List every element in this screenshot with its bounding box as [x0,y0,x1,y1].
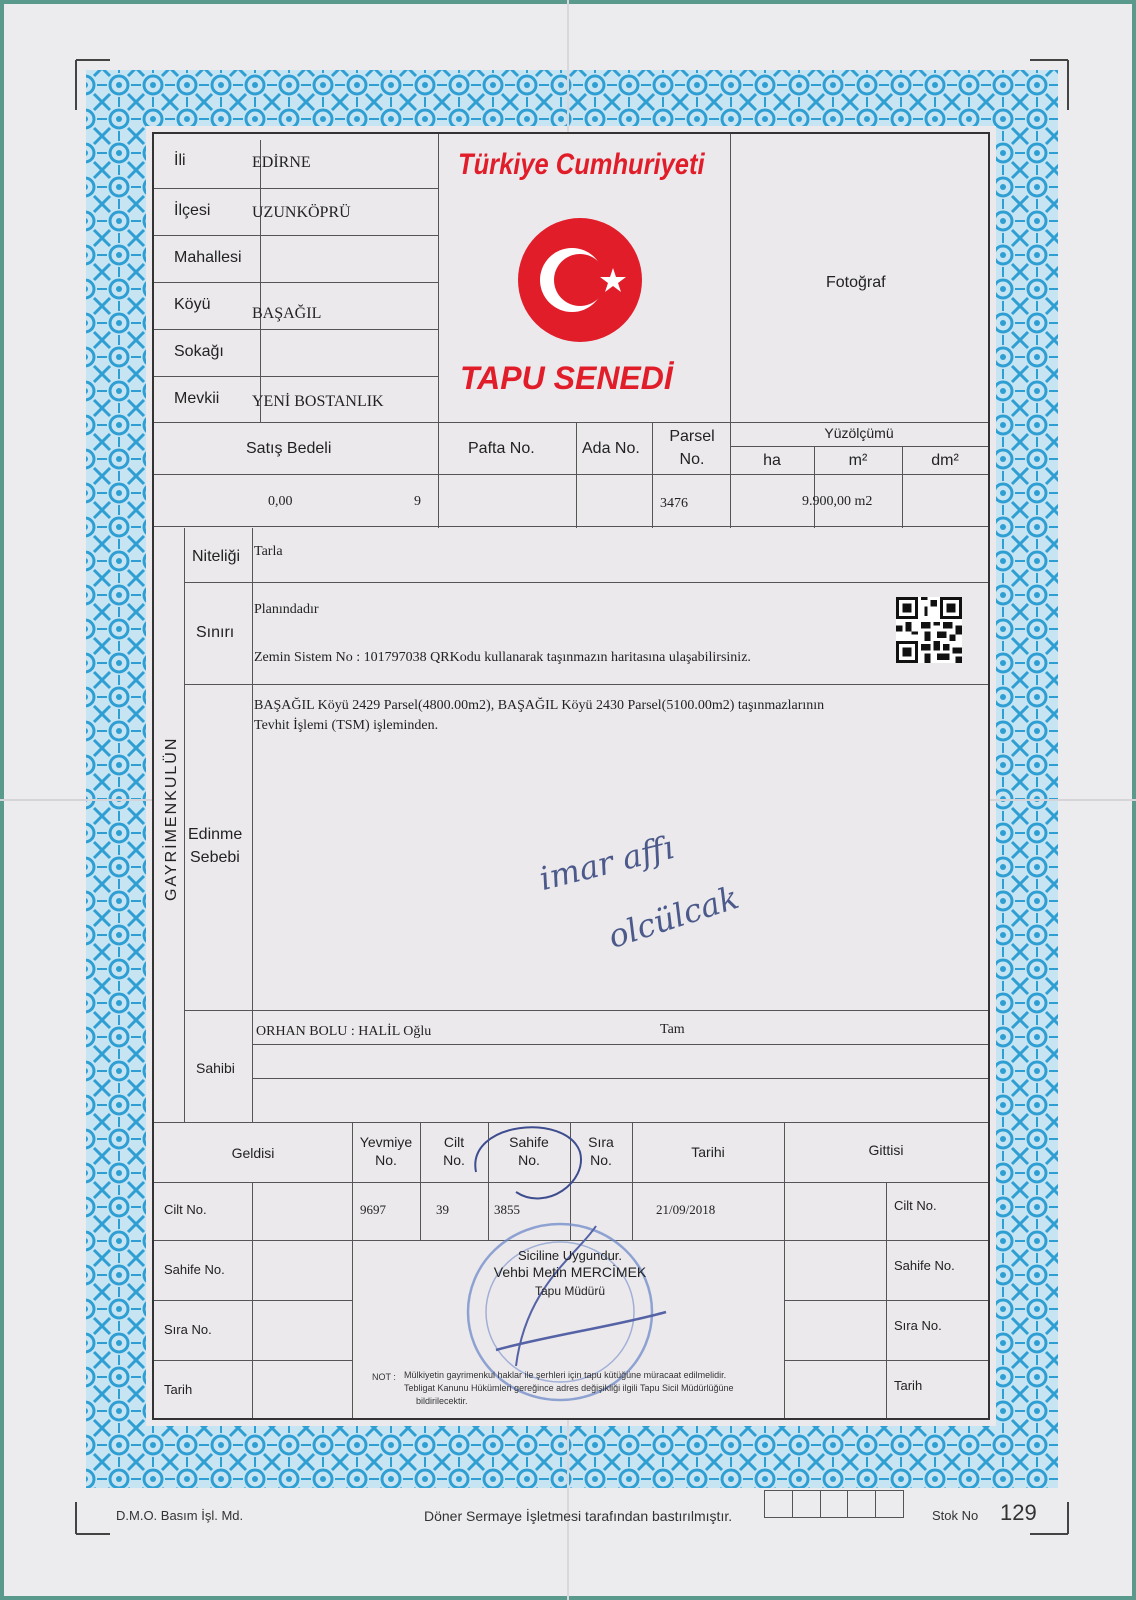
stamp-line-1: Siciline Uygundur. [517,1248,623,1263]
yevmiye-value: 9697 [360,1202,386,1217]
nitelik-label: Niteliği [192,548,241,565]
cilt-label-2: No. [443,1152,465,1168]
edinme-line-2: Tevhit İşlemi (TSM) işleminden. [254,718,439,733]
divider [252,528,253,1122]
ada-label: Ada No. [582,440,640,457]
parsel-label-2: No. [679,451,705,468]
stamp-line-3: Tapu Müdürü [534,1284,606,1298]
sira-label-1: Sıra [588,1134,614,1150]
divider [184,684,988,685]
note-label: NOT : [372,1372,396,1382]
gittisi-label: Gittisi [868,1142,904,1158]
sira-label-2: No. [590,1152,612,1168]
edinme-line-1: BAŞAĞIL Köyü 2429 Parsel(4800.00m2), BAŞAĞIL Köyü 2430 Parsel(5100.00m2) taşınmazlarının [254,698,825,713]
signature-loop [456,1112,596,1222]
divider [184,528,185,1122]
row-sira-right: Sıra No. [894,1318,942,1333]
divider [652,422,653,528]
divider [730,446,988,447]
cilt-label-1: Cilt [443,1134,465,1150]
area-value: 9.900,00 m2 [802,494,873,509]
cilt-value: 39 [436,1202,449,1217]
sahibi-share: Tam [660,1022,685,1037]
zemin-text: Zemin Sistem No : 101797038 QRKodu kullanarak taşınmazın haritasına ulaşabilirsiniz. [254,650,751,665]
ilce-value: UZUNKÖPRÜ [252,204,351,221]
sahife-value: 3855 [494,1202,520,1217]
gayrimenkulun-label: GAYRİMENKULÜN [163,736,180,901]
row-sahife-left: Sahife No. [164,1262,225,1277]
parsel-label-1: Parsel [669,428,715,445]
mevki-label: Mevkii [174,390,220,407]
note-line-2: Tebligat Kanunu Hükümleri gereğince adres değişikliği ilgili Tapu Sicil Müdürlüğüne [404,1383,734,1393]
row-cilt-right: Cilt No. [894,1198,937,1213]
row-cilt-left: Cilt No. [164,1202,207,1217]
divider [784,1300,988,1301]
divider [154,282,438,283]
nitelik-value: Tarla [254,544,283,559]
divider [154,376,438,377]
handwritten-note-1: imar affı [535,827,678,899]
koy-value: BAŞAĞIL [252,305,322,322]
geldisi-label: Geldisi [231,1145,275,1161]
divider [154,1300,352,1301]
m2-label: m² [848,452,868,469]
sinir-value: Planındadır [254,602,319,617]
divider [154,235,438,236]
serial-boxes [764,1490,904,1518]
divider [438,134,439,528]
photo-label: Fotoğraf [826,274,886,291]
edinme-label-2: Sebebi [190,849,240,866]
koy-label: Köyü [174,296,211,313]
yevmiye-label-1: Yevmiye [359,1134,413,1150]
country-title: Türkiye Cumhuriyeti [458,148,705,181]
turkish-flag-emblem [516,216,644,344]
ilce-label: İlçesi [174,202,211,219]
il-value: EDİRNE [252,154,311,171]
row-sira-left: Sıra No. [164,1322,212,1337]
row-tarih-left: Tarih [164,1382,193,1397]
sahibi-label: Sahibi [196,1060,235,1076]
printer-name: D.M.O. Basım İşl. Md. [116,1508,244,1523]
pafta-value: 9 [414,494,421,509]
stok-value: 129 [1000,1500,1037,1525]
stamp-line-2: Vehbi Metin MERCİMEK [493,1264,647,1280]
yuzolcumu-label: Yüzölçümü [824,425,894,441]
pafta-label: Pafta No. [468,440,535,457]
divider [154,526,988,527]
divider [784,1360,988,1361]
sahife-label-2: No. [518,1152,540,1168]
divider [252,1044,988,1045]
note-line-1: Mülkiyetin gayrimenkul haklar ile şerhleri için tapu kütüğüne müracaat edilmelidir. [404,1370,727,1380]
printed-by: Döner Sermaye İşletmesi tarafından bastırılmıştır. [424,1508,733,1524]
tarih-value: 21/09/2018 [656,1202,716,1217]
edinme-label-1: Edinme [188,826,243,843]
divider [154,188,438,189]
note-line-3: bildirilecektir. [416,1396,468,1406]
ha-label: ha [763,452,781,469]
tarih-label: Tarihi [691,1144,725,1160]
row-tarih-right: Tarih [894,1378,923,1393]
divider [184,1010,988,1011]
sahibi-value: ORHAN BOLU : HALİL Oğlu [256,1024,432,1039]
divider [784,1240,988,1241]
dm2-label: dm² [931,452,959,469]
il-label: İli [174,152,186,169]
divider [252,1078,988,1079]
satis-value: 0,00 [268,494,293,509]
divider [154,329,438,330]
divider [154,1360,352,1361]
qr-code-icon [896,596,962,664]
divider [260,140,261,422]
sinir-label: Sınırı [196,624,235,641]
mahalle-label: Mahallesi [174,249,242,266]
divider [576,422,577,528]
divider [154,474,988,475]
document-title: TAPU SENEDİ [460,360,673,396]
divider [154,1240,352,1241]
stok-label: Stok No [932,1508,979,1523]
divider [154,422,988,423]
satis-label: Satış Bedeli [246,440,332,457]
divider [184,582,988,583]
sokak-label: Sokağı [174,343,224,360]
sahife-label-1: Sahife [509,1134,549,1150]
yevmiye-label-2: No. [375,1152,397,1168]
divider [784,1122,785,1418]
handwritten-note-2: olcülcak [603,878,744,956]
parsel-value: 3476 [660,496,688,511]
row-sahife-right: Sahife No. [894,1258,955,1273]
mevki-value: YENİ BOSTANLIK [252,393,384,410]
